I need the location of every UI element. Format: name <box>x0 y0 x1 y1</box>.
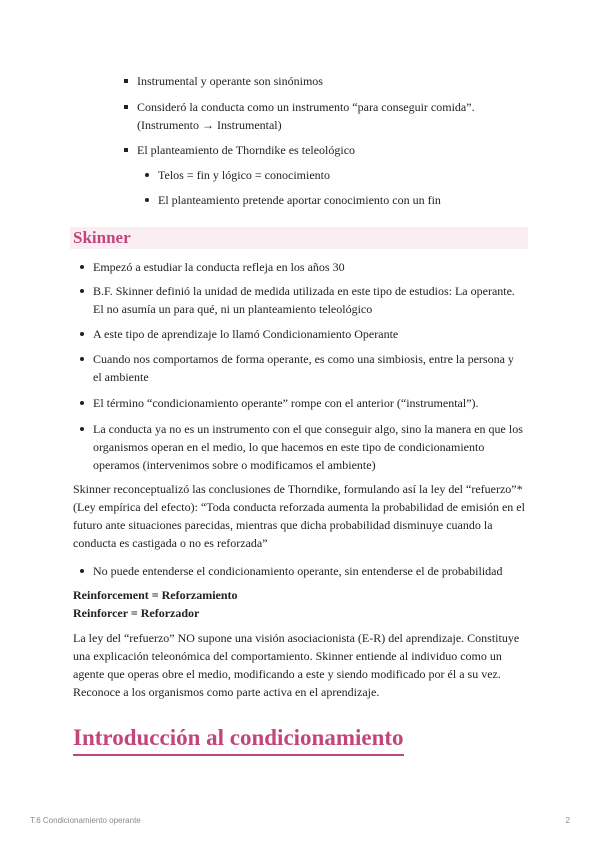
list-item-text: A este tipo de aprendizaje lo llamó Condicionamiento Operante <box>93 327 399 341</box>
list-item <box>93 325 533 343</box>
list-item-text: el ambiente <box>93 370 149 384</box>
list-item-text: Consideró la conducta como un instrumento “para conseguir comida”. <box>137 100 475 114</box>
paragraph-line: (Ley empírica del efecto): “Toda conducta reforzada aumenta la probabilidad de emisión en el <box>73 500 525 514</box>
list-item-text: La conducta ya no es un instrumento con el que conseguir algo, sino la manera en que los <box>93 422 523 436</box>
paragraph-refuerzo <box>73 480 535 552</box>
list-item-text: El no asumía un para qué, ni un planteamiento teleológico <box>93 302 373 316</box>
footer-title: T.6 Condicionamiento operante <box>30 816 141 825</box>
list-item <box>137 98 537 134</box>
list-item <box>93 350 533 386</box>
paragraph-line: La ley del “refuerzo” NO supone una visión asociacionista (E-R) del aprendizaje. Constituye <box>73 631 520 645</box>
list-item-text: El planteamiento de Thorndike es teleológico <box>137 143 356 157</box>
sub-list-item <box>158 166 538 184</box>
list-item-text: Empezó a estudiar la conducta refleja en los años 30 <box>93 260 345 274</box>
definition-reinforcement: Reinforcement = Reforzamiento <box>73 588 238 602</box>
list-item-text: Telos = fin y lógico = conocimiento <box>158 168 330 182</box>
sub-list-item <box>158 191 538 209</box>
list-item <box>137 72 537 90</box>
definition-reinforcer: Reinforcer = Reforzador <box>73 606 200 620</box>
paragraph-line: Skinner reconceptualizó las conclusiones de Thorndike, formulando así la ley del “refuerzo”* <box>73 482 523 496</box>
list-item <box>93 258 533 276</box>
paragraph-line: conducta es castigada o no es reforzada” <box>73 536 268 550</box>
list-item-text: organismos operan en el medio, lo que hacemos en este tipo de condicionamiento <box>93 440 485 454</box>
section-heading-introduccion: Introducción al condicionamiento <box>73 722 404 756</box>
list-item <box>93 562 533 580</box>
list-item-text: Cuando nos comportamos de forma operante, es como una simbiosis, entre la persona y <box>93 352 514 366</box>
section-heading-skinner <box>70 227 528 249</box>
list-item-text: operamos (intervenimos sobre o modificamos el ambiente) <box>93 458 376 472</box>
list-item <box>93 394 533 412</box>
list-item <box>137 141 537 159</box>
list-item-text: B.F. Skinner definió la unidad de medida utilizada en este tipo de estudios: La operante. <box>93 284 515 298</box>
list-item-text: El planteamiento pretende aportar conocimiento con un fin <box>158 193 441 207</box>
paragraph-line: Reconoce a los organismos como parte activa en el aprendizaje. <box>73 685 380 699</box>
list-item-text: No puede entenderse el condicionamiento operante, sin entenderse el de probabilidad <box>93 564 503 578</box>
list-item <box>93 420 533 474</box>
heading-text: Skinner <box>73 228 131 247</box>
list-item-text: (Instrumento → Instrumental) <box>137 118 282 132</box>
list-item-text: El término “condicionamiento operante” rompe con el anterior (“instrumental”). <box>93 396 479 410</box>
paragraph-line: una explicación teleonómica del comportamiento. Skinner entiende al individuo como un <box>73 649 502 663</box>
paragraph-line: agente que operas obre el medio, modificando a este y siendo modificado por él a su vez. <box>73 667 501 681</box>
list-item-text: Instrumental y operante son sinónimos <box>137 74 323 88</box>
paragraph-teleonomic <box>73 629 535 701</box>
list-item <box>93 282 533 318</box>
paragraph-line: futuro ante situaciones parecidas, mientras que dicha probabilidad disminuye cuando la <box>73 518 493 532</box>
page-number: 2 <box>565 816 570 825</box>
